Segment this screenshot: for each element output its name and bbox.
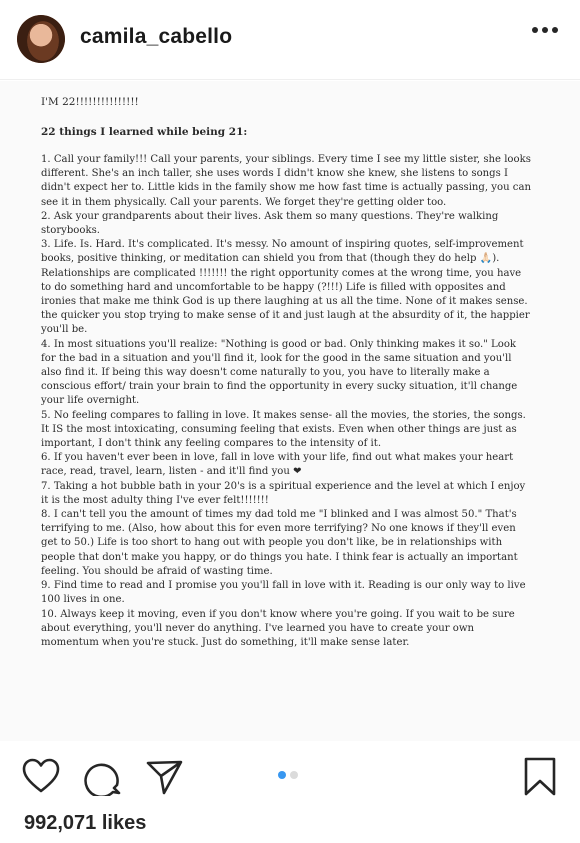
post-header [0,0,580,80]
heart-icon[interactable] [22,758,60,799]
carousel-dot-active[interactable] [278,771,286,779]
list-item: 6. If you haven't ever been in love, fall in love with your life, find out what makes your heart race, read, travel, learn, listen - and it'll find you ❤ [41,452,514,478]
avatar-hair [17,15,65,63]
post-text-block [41,95,531,650]
list-item: 7. Taking a hot bubble bath in your 20's is a spiritual experience and the level at which I enjoy it is the most adulty thing I've ever felt!!!!!!! [41,480,526,506]
likes-count[interactable]: 992,071 likes [24,812,147,834]
action-bar [0,741,580,811]
comment-icon[interactable] [84,758,122,801]
carousel-dot[interactable] [290,771,298,779]
list-item: 4. In most situations you'll realize: "Nothing is good or bad. Only thinking makes it so." Look for the bad in a situation and you'll find it, look for the good in the same situation and you'll also find it. If being this way doesn't come naturally to you, you have to literally make a conscious effort/ train your brain to find the opportunity in every sucky situation, it'll change your life overnight. [41,338,518,407]
list-item: 10. Always keep it moving, even if you don't know where you're going. If you wait to be sure about everything, you'll never do anything. I've learned you have to create your own momentum when you're stuck. Just do something, it'll make sense later. [41,608,515,648]
post-heading: 22 things I learned while being 21: [41,126,248,138]
list-item: 3. Life. Is. Hard. It's complicated. It's messy. No amount of inspiring quotes, self-improvement books, positive thinking, or meditation can shield you from that (though they do help 🙏🏻). Relationships are complicated !!!!!!! the right opportunity comes at the wrong time, you have to do something hard and uncomfortable to be happy (?!!!) Life is filled with opposites and ironies that make me think God is up there laughing at us all the time. None of it makes sense. the quicker you stop trying to make sense of it and just laugh at the absurdity of it, the happier you'll be. [41,239,530,336]
post-image [0,81,580,741]
bookmark-icon[interactable] [523,757,557,802]
avatar[interactable] [17,15,65,63]
list-item: 9. Find time to read and I promise you you'll fall in love with it. Reading is our only way to live 100 lives in one. [41,580,526,606]
post-intro: I'M 22!!!!!!!!!!!!!!! [41,96,139,108]
send-icon[interactable] [146,758,184,801]
list-item: 1. Call your family!!! Call your parents, your siblings. Every time I see my little sister, she looks different. She's an inch taller, she uses words I didn't know she knew, she listens to songs I didn't expect her to. Little kids in the family show me how fast time is actually passing, you can see it in them physically. Call your parents. We forget they're getting older too. [41,154,531,208]
list-item: 8. I can't tell you the amount of times my dad told me "I blinked and I was almost 50." That's terrifying to me. (Also, how about this for even more terrifying? No one knows if they'll even get to 50.) Life is too short to hang out with people you don't like, be in relationships with people that don't make you happy, or do things you hate. I think fear is actually an important feeling. You should be afraid of wasting time. [41,509,518,577]
carousel-indicator [278,771,298,779]
list-item: 5. No feeling compares to falling in love. It makes sense- all the movies, the stories, the songs. It IS the most intoxicating, consuming feeling that exists. Even when other things are just as important, I don't think any feeling compares to the intensity of it. [41,409,526,450]
post-list [41,153,531,650]
list-item: 2. Ask your grandparents about their lives. Ask them so many questions. They're walking storybooks. [41,210,499,237]
more-options-icon[interactable] [532,27,558,33]
username[interactable]: camila_cabello [80,25,233,48]
